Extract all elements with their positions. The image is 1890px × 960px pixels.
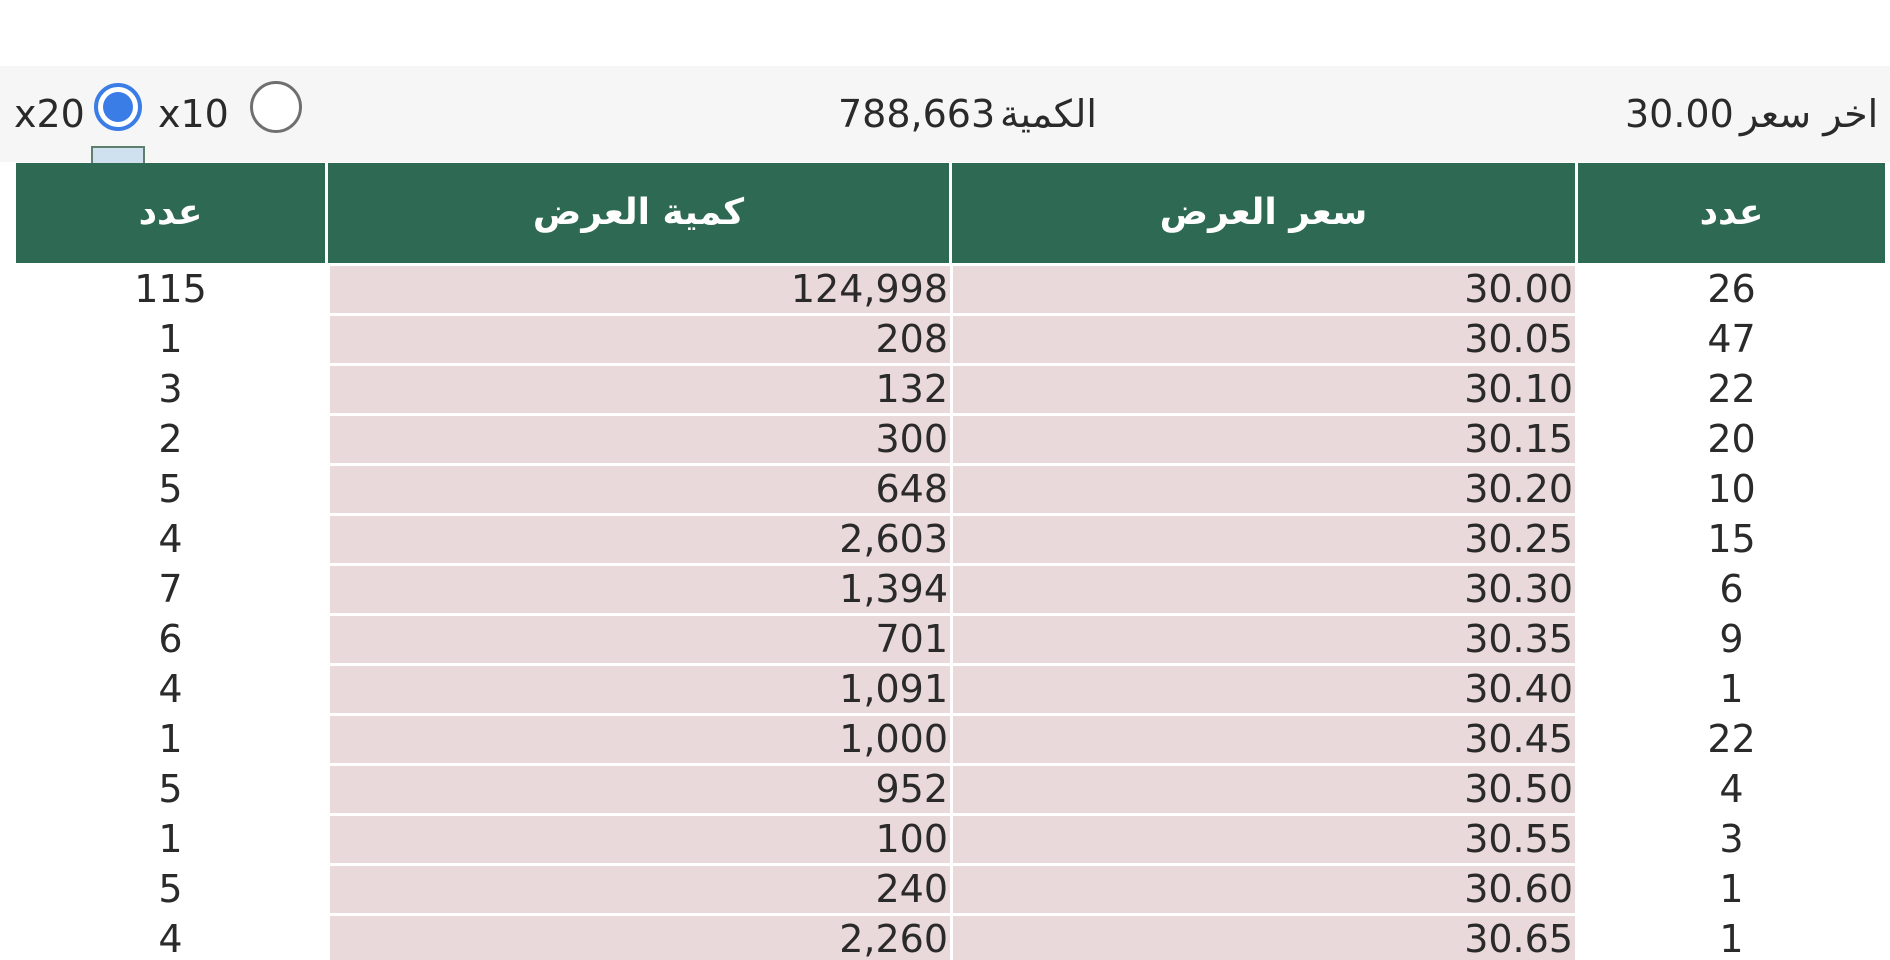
offer-price-cell: 30.10 [953,366,1575,413]
bid-count-cell: 5 [158,867,183,911]
offer-price-cell: 30.20 [953,466,1575,513]
quantity-label: الكمية [1000,92,1097,136]
table-row[interactable] [0,766,1890,816]
header-bid-count[interactable]: عدد [16,163,325,263]
offer-price-cell: 30.60 [953,866,1575,913]
count-cell: 47 [1707,317,1756,361]
offer-quantity-cell: 2,603 [330,516,950,563]
table-row[interactable] [0,716,1890,766]
offer-price-cell: 30.35 [953,616,1575,663]
table-row[interactable] [0,366,1890,416]
offer-quantity-cell: 648 [330,466,950,513]
table-header [0,163,1890,263]
offer-price-cell: 30.55 [953,816,1575,863]
count-cell: 22 [1707,717,1756,761]
offer-price-cell: 30.05 [953,316,1575,363]
count-cell: 1 [1719,917,1744,960]
table-row[interactable] [0,416,1890,466]
bid-count-cell: 2 [158,417,183,461]
offer-price-cell: 30.65 [953,916,1575,960]
count-cell: 15 [1707,517,1756,561]
count-cell: 26 [1707,267,1756,311]
x10-label[interactable]: x10 [158,92,229,136]
offer-quantity-cell: 952 [330,766,950,813]
count-cell: 3 [1719,817,1744,861]
bid-count-cell: 4 [158,917,183,960]
x10-radio[interactable] [250,81,302,133]
count-cell: 1 [1719,667,1744,711]
offer-price-cell: 30.30 [953,566,1575,613]
bid-count-cell: 1 [158,717,183,761]
table-row[interactable] [0,466,1890,516]
x20-label[interactable]: x20 [14,92,85,136]
bid-count-cell: 5 [158,467,183,511]
table-row[interactable] [0,916,1890,960]
offer-quantity-cell: 208 [330,316,950,363]
count-cell: 20 [1707,417,1756,461]
offer-price-cell: 30.25 [953,516,1575,563]
table-row[interactable] [0,316,1890,366]
toolbar [0,66,1890,162]
bid-count-cell: 1 [158,317,183,361]
table-row[interactable] [0,666,1890,716]
x20-radio[interactable] [94,83,142,131]
count-cell: 1 [1719,867,1744,911]
offer-price-cell: 30.15 [953,416,1575,463]
offer-quantity-cell: 1,000 [330,716,950,763]
radio-selected-dot [103,92,133,122]
count-cell: 22 [1707,367,1756,411]
bid-count-cell: 115 [134,267,207,311]
quantity-value: 788,663 [838,92,996,136]
count-cell: 4 [1719,767,1744,811]
bid-count-cell: 5 [158,767,183,811]
offer-quantity-cell: 2,260 [330,916,950,960]
offer-quantity-cell: 100 [330,816,950,863]
header-count[interactable]: عدد [1578,163,1885,263]
offer-quantity-cell: 132 [330,366,950,413]
offer-quantity-cell: 1,091 [330,666,950,713]
offer-quantity-cell: 701 [330,616,950,663]
bid-count-cell: 3 [158,367,183,411]
bid-count-cell: 4 [158,667,183,711]
last-price-label: اخر سعر [1740,92,1879,136]
count-cell: 10 [1707,467,1756,511]
bid-count-cell: 1 [158,817,183,861]
table-row[interactable] [0,516,1890,566]
table-row[interactable] [0,266,1890,316]
offer-price-cell: 30.45 [953,716,1575,763]
offer-quantity-cell: 124,998 [330,266,950,313]
count-cell: 9 [1719,617,1744,661]
header-offer-quantity[interactable]: كمية العرض [328,163,949,263]
table-row[interactable] [0,566,1890,616]
offer-quantity-cell: 240 [330,866,950,913]
bid-count-cell: 4 [158,517,183,561]
offer-price-cell: 30.40 [953,666,1575,713]
offer-quantity-cell: 300 [330,416,950,463]
count-cell: 6 [1719,567,1744,611]
offer-price-cell: 30.50 [953,766,1575,813]
offer-quantity-cell: 1,394 [330,566,950,613]
bid-count-cell: 7 [158,567,183,611]
table-row[interactable] [0,616,1890,666]
table-row[interactable] [0,816,1890,866]
bid-count-cell: 6 [158,617,183,661]
last-price-value: 30.00 [1625,92,1734,136]
offer-price-cell: 30.00 [953,266,1575,313]
header-offer-price[interactable]: سعر العرض [952,163,1575,263]
order-book-rows [0,266,1890,960]
table-row[interactable] [0,866,1890,916]
